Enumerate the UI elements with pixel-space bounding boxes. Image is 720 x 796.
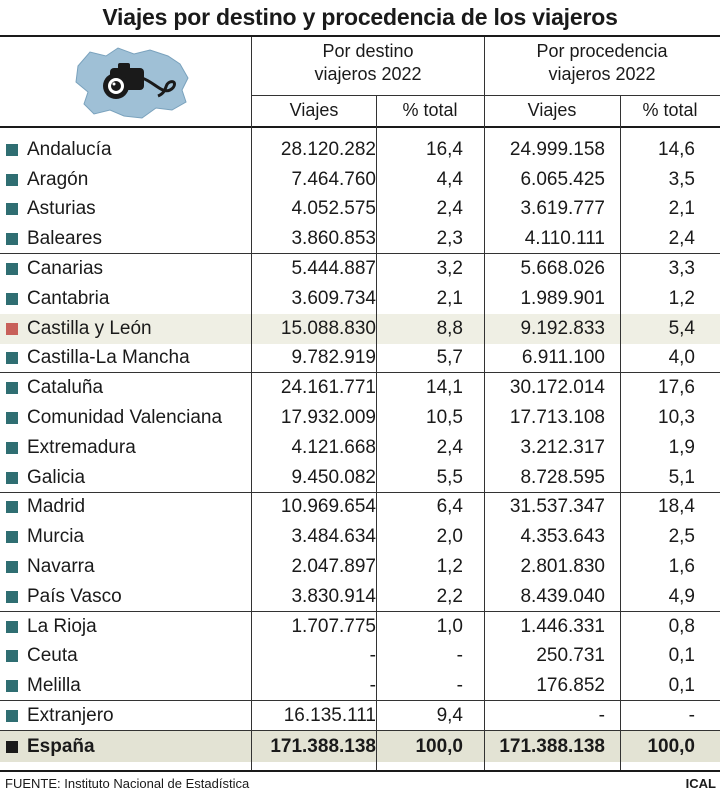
procedencia-pct: 2,1	[668, 198, 695, 220]
region-cell	[6, 314, 251, 344]
col-header-destino-pct: % total	[402, 100, 458, 120]
region-name: La Rioja	[27, 615, 97, 637]
col-divider	[484, 37, 485, 770]
region-cell	[6, 284, 251, 314]
header-rule	[252, 95, 720, 96]
destino-pct: 2,4	[436, 436, 463, 458]
region-cell	[6, 254, 251, 284]
destino-viajes: 3.609.734	[291, 287, 376, 309]
chart-title: Viajes por destino y procedencia de los viajeros	[102, 4, 618, 30]
destino-viajes: -	[369, 645, 376, 667]
region-name: Murcia	[27, 526, 85, 548]
region-name: Baleares	[27, 228, 102, 250]
square-marker-icon	[6, 233, 18, 245]
group-divider	[0, 372, 720, 373]
region-cell	[6, 463, 251, 493]
group-header-destino-line1: Por destino	[322, 41, 414, 61]
col-header-procedencia-pct: % total	[642, 100, 698, 120]
table-row	[0, 135, 720, 165]
group-divider	[0, 700, 720, 701]
table-row	[0, 254, 720, 284]
destino-pct: 1,2	[436, 556, 463, 578]
table-row	[0, 284, 720, 314]
destino-viajes: 9.782.919	[291, 347, 376, 369]
square-marker-icon	[6, 741, 18, 753]
destino-pct: 16,4	[426, 138, 463, 160]
square-marker-icon	[6, 144, 18, 156]
procedencia-viajes: 3.619.777	[520, 198, 605, 220]
procedencia-pct: 0,1	[668, 645, 695, 667]
destino-viajes: 15.088.830	[280, 317, 376, 339]
destino-pct: 100,0	[415, 735, 463, 757]
procedencia-viajes: 4.353.643	[520, 526, 605, 548]
region-name: Andalucía	[27, 138, 112, 160]
table-row	[0, 344, 720, 374]
col-divider	[251, 37, 252, 770]
procedencia-viajes: 24.999.158	[509, 138, 605, 160]
square-marker-icon	[6, 650, 18, 662]
region-cell	[6, 403, 251, 433]
group-header-destino-line2: viajeros 2022	[314, 64, 422, 84]
procedencia-viajes: 250.731	[536, 645, 605, 667]
region-cell	[6, 552, 251, 582]
table-row	[0, 552, 720, 582]
destino-pct: 2,3	[436, 228, 463, 250]
region-cell	[6, 612, 251, 642]
region-cell	[6, 642, 251, 672]
region-cell	[6, 731, 251, 762]
table-row	[0, 314, 720, 344]
group-divider	[0, 611, 720, 612]
destino-viajes: 28.120.282	[280, 138, 376, 160]
destino-viajes: 3.830.914	[291, 585, 376, 607]
table-row	[0, 195, 720, 225]
procedencia-viajes: 4.110.111	[524, 228, 605, 250]
destino-pct: 5,5	[436, 466, 463, 488]
destino-viajes: 2.047.897	[291, 556, 376, 578]
region-name: Cantabria	[27, 287, 110, 309]
procedencia-pct: 2,5	[668, 526, 695, 548]
group-divider	[0, 492, 720, 493]
brand-label: ICAL	[685, 776, 716, 791]
region-name: Madrid	[27, 496, 86, 518]
procedencia-pct: 100,0	[647, 735, 695, 757]
procedencia-viajes: 171.388.138	[499, 735, 605, 757]
table-row	[0, 403, 720, 433]
region-name: España	[27, 735, 95, 757]
region-cell	[6, 373, 251, 403]
destino-viajes: 4.121.668	[291, 436, 376, 458]
table-row	[0, 433, 720, 463]
procedencia-pct: 2,4	[668, 228, 695, 250]
square-marker-icon	[6, 531, 18, 543]
table-bottom-rule	[0, 770, 720, 772]
procedencia-viajes: 31.537.347	[509, 496, 605, 518]
square-marker-icon	[6, 203, 18, 215]
procedencia-viajes: 6.065.425	[520, 168, 605, 190]
col-header-procedencia-viajes: Viajes	[527, 100, 577, 120]
procedencia-viajes: 9.192.833	[520, 317, 605, 339]
destino-pct: 8,8	[436, 317, 463, 339]
destino-viajes: 16.135.111	[283, 705, 376, 727]
procedencia-pct: 4,0	[668, 347, 695, 369]
destino-pct: -	[456, 645, 463, 667]
square-marker-icon	[6, 382, 18, 394]
procedencia-pct: -	[688, 705, 695, 727]
square-marker-icon	[6, 352, 18, 364]
procedencia-pct: 3,3	[668, 258, 695, 280]
square-marker-icon	[6, 293, 18, 305]
destino-pct: 14,1	[426, 377, 463, 399]
destino-viajes: 5.444.887	[291, 258, 376, 280]
destino-viajes: 1.707.775	[291, 615, 376, 637]
region-name: Navarra	[27, 556, 95, 578]
region-name: Ceuta	[27, 645, 78, 667]
region-cell	[6, 433, 251, 463]
region-name: Extremadura	[27, 436, 136, 458]
destino-viajes: 3.860.853	[291, 228, 376, 250]
procedencia-pct: 14,6	[658, 138, 695, 160]
col-header-destino-viajes: Viajes	[289, 100, 339, 120]
square-marker-icon	[6, 501, 18, 513]
destino-viajes: 17.932.009	[280, 407, 376, 429]
procedencia-viajes: 6.911.100	[521, 347, 605, 369]
square-marker-icon	[6, 561, 18, 573]
square-marker-icon	[6, 412, 18, 424]
destino-pct: 1,0	[436, 615, 463, 637]
header-bottom-rule	[0, 126, 720, 128]
group-header-procedencia	[484, 40, 720, 86]
procedencia-pct: 5,4	[668, 317, 695, 339]
destino-pct: 5,7	[436, 347, 463, 369]
destino-pct: -	[456, 675, 463, 697]
destino-viajes: 9.450.082	[291, 466, 376, 488]
table-row	[0, 522, 720, 552]
destino-viajes: 10.969.654	[280, 496, 376, 518]
destino-pct: 10,5	[426, 407, 463, 429]
destino-viajes: -	[369, 675, 376, 697]
group-header-procedencia-line1: Por procedencia	[536, 41, 668, 61]
square-marker-icon	[6, 621, 18, 633]
destino-pct: 4,4	[436, 168, 463, 190]
region-cell	[6, 195, 251, 225]
table-row	[0, 582, 720, 612]
square-marker-icon	[6, 174, 18, 186]
destino-viajes: 24.161.771	[280, 377, 376, 399]
procedencia-viajes: 3.212.317	[520, 436, 605, 458]
col-divider	[376, 96, 377, 770]
camera-over-map-icon	[72, 44, 192, 124]
table-row	[0, 373, 720, 403]
destino-pct: 2,2	[436, 585, 463, 607]
square-marker-icon	[6, 442, 18, 454]
square-marker-icon	[6, 680, 18, 692]
square-marker-icon	[6, 263, 18, 275]
table-row	[0, 642, 720, 672]
destino-pct: 3,2	[436, 258, 463, 280]
region-name: Castilla-La Mancha	[27, 347, 190, 369]
destino-pct: 6,4	[436, 496, 463, 518]
destino-viajes: 4.052.575	[291, 198, 376, 220]
region-name: Castilla y León	[27, 317, 152, 339]
procedencia-pct: 3,5	[668, 168, 695, 190]
table-row	[0, 493, 720, 523]
destino-viajes: 171.388.138	[270, 735, 376, 757]
square-marker-icon	[6, 323, 18, 335]
region-cell	[6, 522, 251, 552]
region-cell	[6, 135, 251, 165]
region-name: País Vasco	[27, 585, 122, 607]
table-row	[0, 224, 720, 254]
region-name: Asturias	[27, 198, 96, 220]
procedencia-pct: 1,6	[668, 556, 695, 578]
table-row-total	[0, 731, 720, 762]
region-cell	[6, 671, 251, 701]
col-divider	[620, 96, 621, 770]
square-marker-icon	[6, 591, 18, 603]
region-name: Melilla	[27, 675, 81, 697]
region-name: Canarias	[27, 258, 104, 280]
procedencia-viajes: -	[598, 705, 605, 727]
procedencia-pct: 4,9	[668, 585, 695, 607]
procedencia-viajes: 17.713.108	[509, 407, 605, 429]
region-cell	[6, 582, 251, 612]
procedencia-pct: 18,4	[658, 496, 695, 518]
procedencia-viajes: 8.439.040	[520, 585, 605, 607]
region-cell	[6, 165, 251, 195]
procedencia-viajes: 5.668.026	[520, 258, 605, 280]
square-marker-icon	[6, 710, 18, 722]
procedencia-viajes: 1.989.901	[520, 287, 605, 309]
table-row	[0, 165, 720, 195]
table-row	[0, 671, 720, 701]
destino-viajes: 3.484.634	[291, 526, 376, 548]
procedencia-pct: 0,8	[668, 615, 695, 637]
procedencia-pct: 10,3	[658, 407, 695, 429]
table-row	[0, 612, 720, 642]
region-name: Extranjero	[27, 705, 114, 727]
procedencia-pct: 1,2	[668, 287, 695, 309]
procedencia-pct: 1,9	[668, 436, 695, 458]
destino-pct: 2,1	[436, 287, 463, 309]
destino-viajes: 7.464.760	[291, 168, 376, 190]
region-name: Galicia	[27, 466, 86, 488]
procedencia-pct: 17,6	[658, 377, 695, 399]
procedencia-pct: 5,1	[668, 466, 695, 488]
source-note: FUENTE: Instituto Nacional de Estadística	[5, 776, 250, 791]
region-cell	[6, 344, 251, 374]
procedencia-viajes: 2.801.830	[520, 556, 605, 578]
destino-pct: 9,4	[436, 705, 463, 727]
region-name: Cataluña	[27, 377, 104, 399]
region-cell	[6, 224, 251, 254]
group-header-procedencia-line2: viajeros 2022	[548, 64, 656, 84]
procedencia-pct: 0,1	[668, 675, 695, 697]
procedencia-viajes: 176.852	[536, 675, 605, 697]
region-name: Comunidad Valenciana	[27, 407, 223, 429]
procedencia-viajes: 8.728.595	[520, 466, 605, 488]
destino-pct: 2,0	[436, 526, 463, 548]
region-cell	[6, 701, 251, 731]
region-name: Aragón	[27, 168, 89, 190]
group-divider	[0, 253, 720, 254]
group-divider	[0, 730, 720, 731]
procedencia-viajes: 30.172.014	[509, 377, 605, 399]
square-marker-icon	[6, 472, 18, 484]
procedencia-viajes: 1.446.331	[520, 615, 605, 637]
region-cell	[6, 493, 251, 523]
table-row	[0, 463, 720, 493]
title-rule	[0, 35, 720, 37]
destino-pct: 2,4	[436, 198, 463, 220]
group-header-destino	[252, 40, 484, 86]
table-row	[0, 701, 720, 731]
